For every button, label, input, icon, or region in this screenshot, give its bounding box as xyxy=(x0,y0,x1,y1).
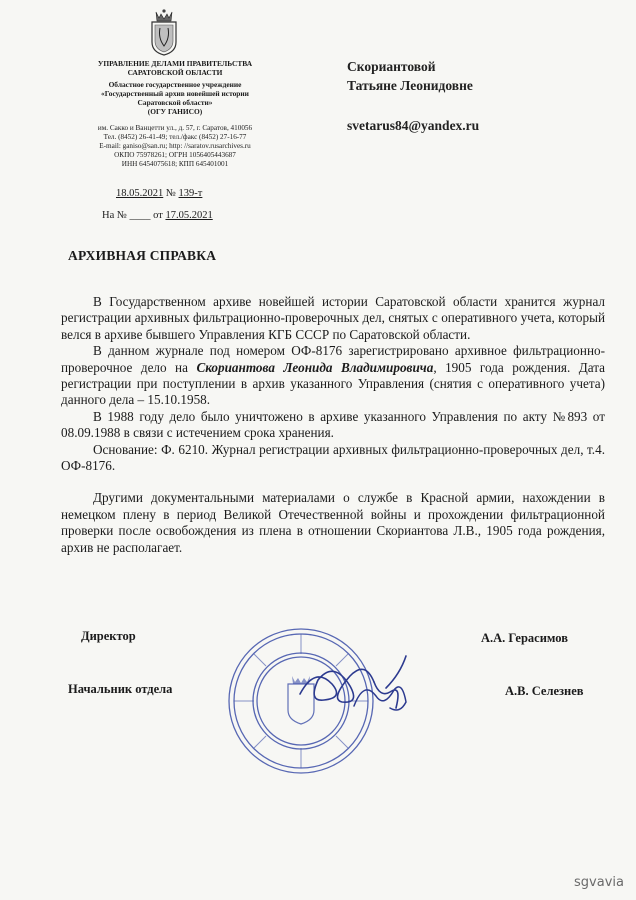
body-text: В данном журнале под номером ОФ-8176 зарегистрировано архивное фильтрационно-проверочное дело на xyxy=(61,343,605,375)
document-number-label: № xyxy=(165,188,176,199)
body-paragraph: Другими документальными материалами о службе в Красной армии, нахождении в немецком плену в период Великой Отечественной войны и прохождении фильтрационной проверки после освобождения из плена в отношении Скориантова Л.В., 1905 года рождения, архив не располагает. xyxy=(61,490,605,555)
body-paragraph: Основание: Ф. 6210. Журнал регистрации архивных фильтрационно-проверочных дел, т.4. ОФ-8176. xyxy=(61,441,605,474)
recipient-block xyxy=(347,57,473,95)
inst-line: Саратовской области» xyxy=(137,98,213,108)
registry-line: ОКПО 75978261; ОГРН 1056405443687 xyxy=(114,150,236,159)
body-paragraph xyxy=(61,343,605,409)
director-name: А.А. Герасимов xyxy=(481,631,568,645)
inst-short-name: (ОГУ ГАНИСО) xyxy=(147,107,203,117)
reference-label: На № xyxy=(102,210,127,221)
body-text: , 1905 года рождения. Дата регистрации при поступлении в архив указанного Управления (снятия с оперативного учета) данного дела – 15.10.1958. xyxy=(61,359,605,408)
document-body xyxy=(61,294,605,556)
phone-line: Тел. (8452) 26-41-49; тел./факс (8452) 27-16-77 xyxy=(103,132,247,141)
head-name: А.В. Селезнев xyxy=(505,684,584,698)
org-line: УПРАВЛЕНИЕ ДЕЛАМИ ПРАВИТЕЛЬСТВА xyxy=(97,59,253,68)
email-line: E-mail: ganiso@san.ru; http: //saratov.rusarchives.ru xyxy=(99,141,251,150)
reference-date: 17.05.2021 xyxy=(165,210,213,221)
address-line: им. Сакко и Ванцетти ул., д. 57, г. Саратов, 410056 xyxy=(97,124,253,132)
recipient-name: Татьяне Леонидовне xyxy=(347,78,473,93)
document-title: АРХИВНАЯ СПРАВКА xyxy=(68,248,217,263)
document-date: 18.05.2021 xyxy=(116,188,164,199)
body-paragraph: В Государственном архиве новейшей истории Саратовской области хранится журнал регистрации архивных фильтрационно-проверочных дел, снятых с оперативного учета, который велся в архиве бывшего Управления КГБ СССР по Саратовской области. xyxy=(61,294,605,342)
handwritten-signature xyxy=(350,676,410,716)
registry-line: ИНН 6454075618; КПП 645401001 xyxy=(121,159,229,168)
document-number: 139-т xyxy=(178,188,203,199)
letterhead-address xyxy=(70,124,280,169)
inst-line: Областное государственное учреждение xyxy=(108,80,242,90)
inst-line: «Государственный архив новейшей истории xyxy=(101,89,249,99)
org-line: САРАТОВСКОЙ ОБЛАСТИ xyxy=(127,68,223,78)
reference-number: ____ xyxy=(129,210,151,221)
reference-from-label: от xyxy=(153,210,163,221)
body-paragraph: В 1988 году дело было уничтожено в архиве указанного Управления по акту №893 от 08.09.1988 в связи с истечением срока хранения. xyxy=(61,408,605,441)
recipient-email: svetarus84@yandex.ru xyxy=(347,118,480,133)
recipient-surname: Скориантовой xyxy=(347,59,436,74)
director-title: Директор xyxy=(81,629,136,643)
person-name: Скориантова Леонида Владимировича xyxy=(196,359,434,375)
document-date-number xyxy=(116,188,202,199)
coat-of-arms-emblem xyxy=(149,8,179,56)
watermark-text: sgvavia xyxy=(574,875,624,890)
reference-line xyxy=(102,210,213,221)
letterhead-organization xyxy=(70,59,280,117)
head-title: Начальник отдела xyxy=(68,682,173,696)
